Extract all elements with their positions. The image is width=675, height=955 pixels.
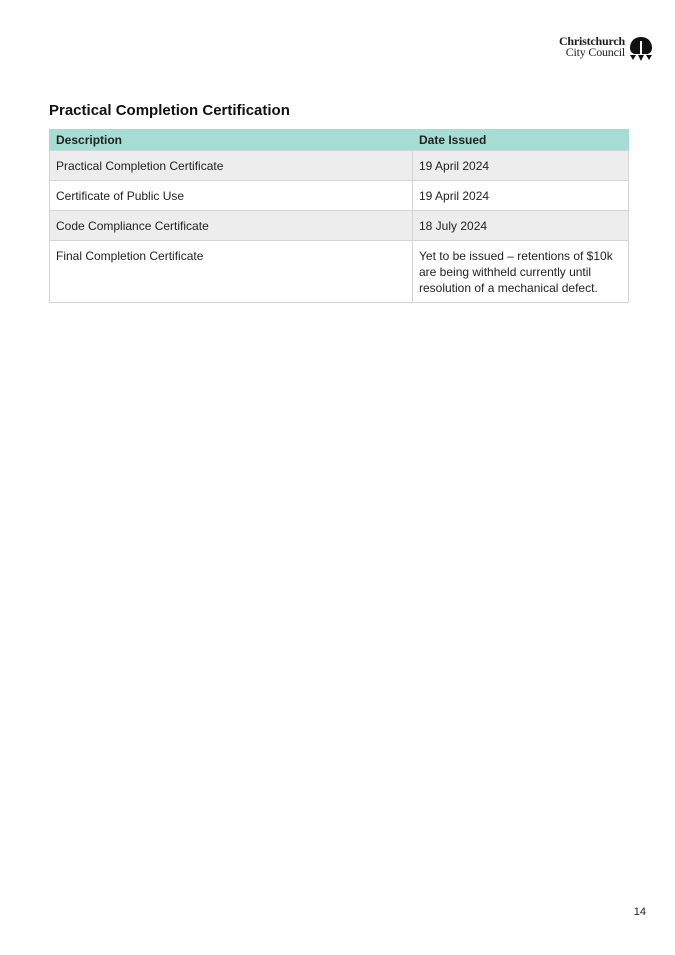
logo-wordmark <box>559 36 625 58</box>
cell-description: Code Compliance Certificate <box>50 211 413 241</box>
cell-date-issued: 18 July 2024 <box>413 211 629 241</box>
column-header-description: Description <box>50 130 413 151</box>
column-header-date-issued: Date Issued <box>413 130 629 151</box>
cell-date-issued: Yet to be issued – retentions of $10k are being withheld currently until resolution of a mechanical defect. <box>413 241 629 303</box>
logo-line-1: Christchurch <box>558 34 625 48</box>
cell-description: Final Completion Certificate <box>50 241 413 303</box>
table-header-row <box>50 130 629 151</box>
table-row <box>50 181 629 211</box>
table-row <box>50 211 629 241</box>
council-logo <box>553 36 653 64</box>
cathedral-logo-icon <box>629 36 653 62</box>
certification-table <box>49 129 629 303</box>
cell-date-issued: 19 April 2024 <box>413 151 629 181</box>
section-title: Practical Completion Certification <box>49 102 290 119</box>
cell-description: Certificate of Public Use <box>50 181 413 211</box>
page-number: 14 <box>633 906 646 918</box>
table-row <box>50 151 629 181</box>
cell-date-issued: 19 April 2024 <box>413 181 629 211</box>
logo-line-2: City Council <box>565 45 625 59</box>
cell-description: Practical Completion Certificate <box>50 151 413 181</box>
table-row <box>50 241 629 303</box>
